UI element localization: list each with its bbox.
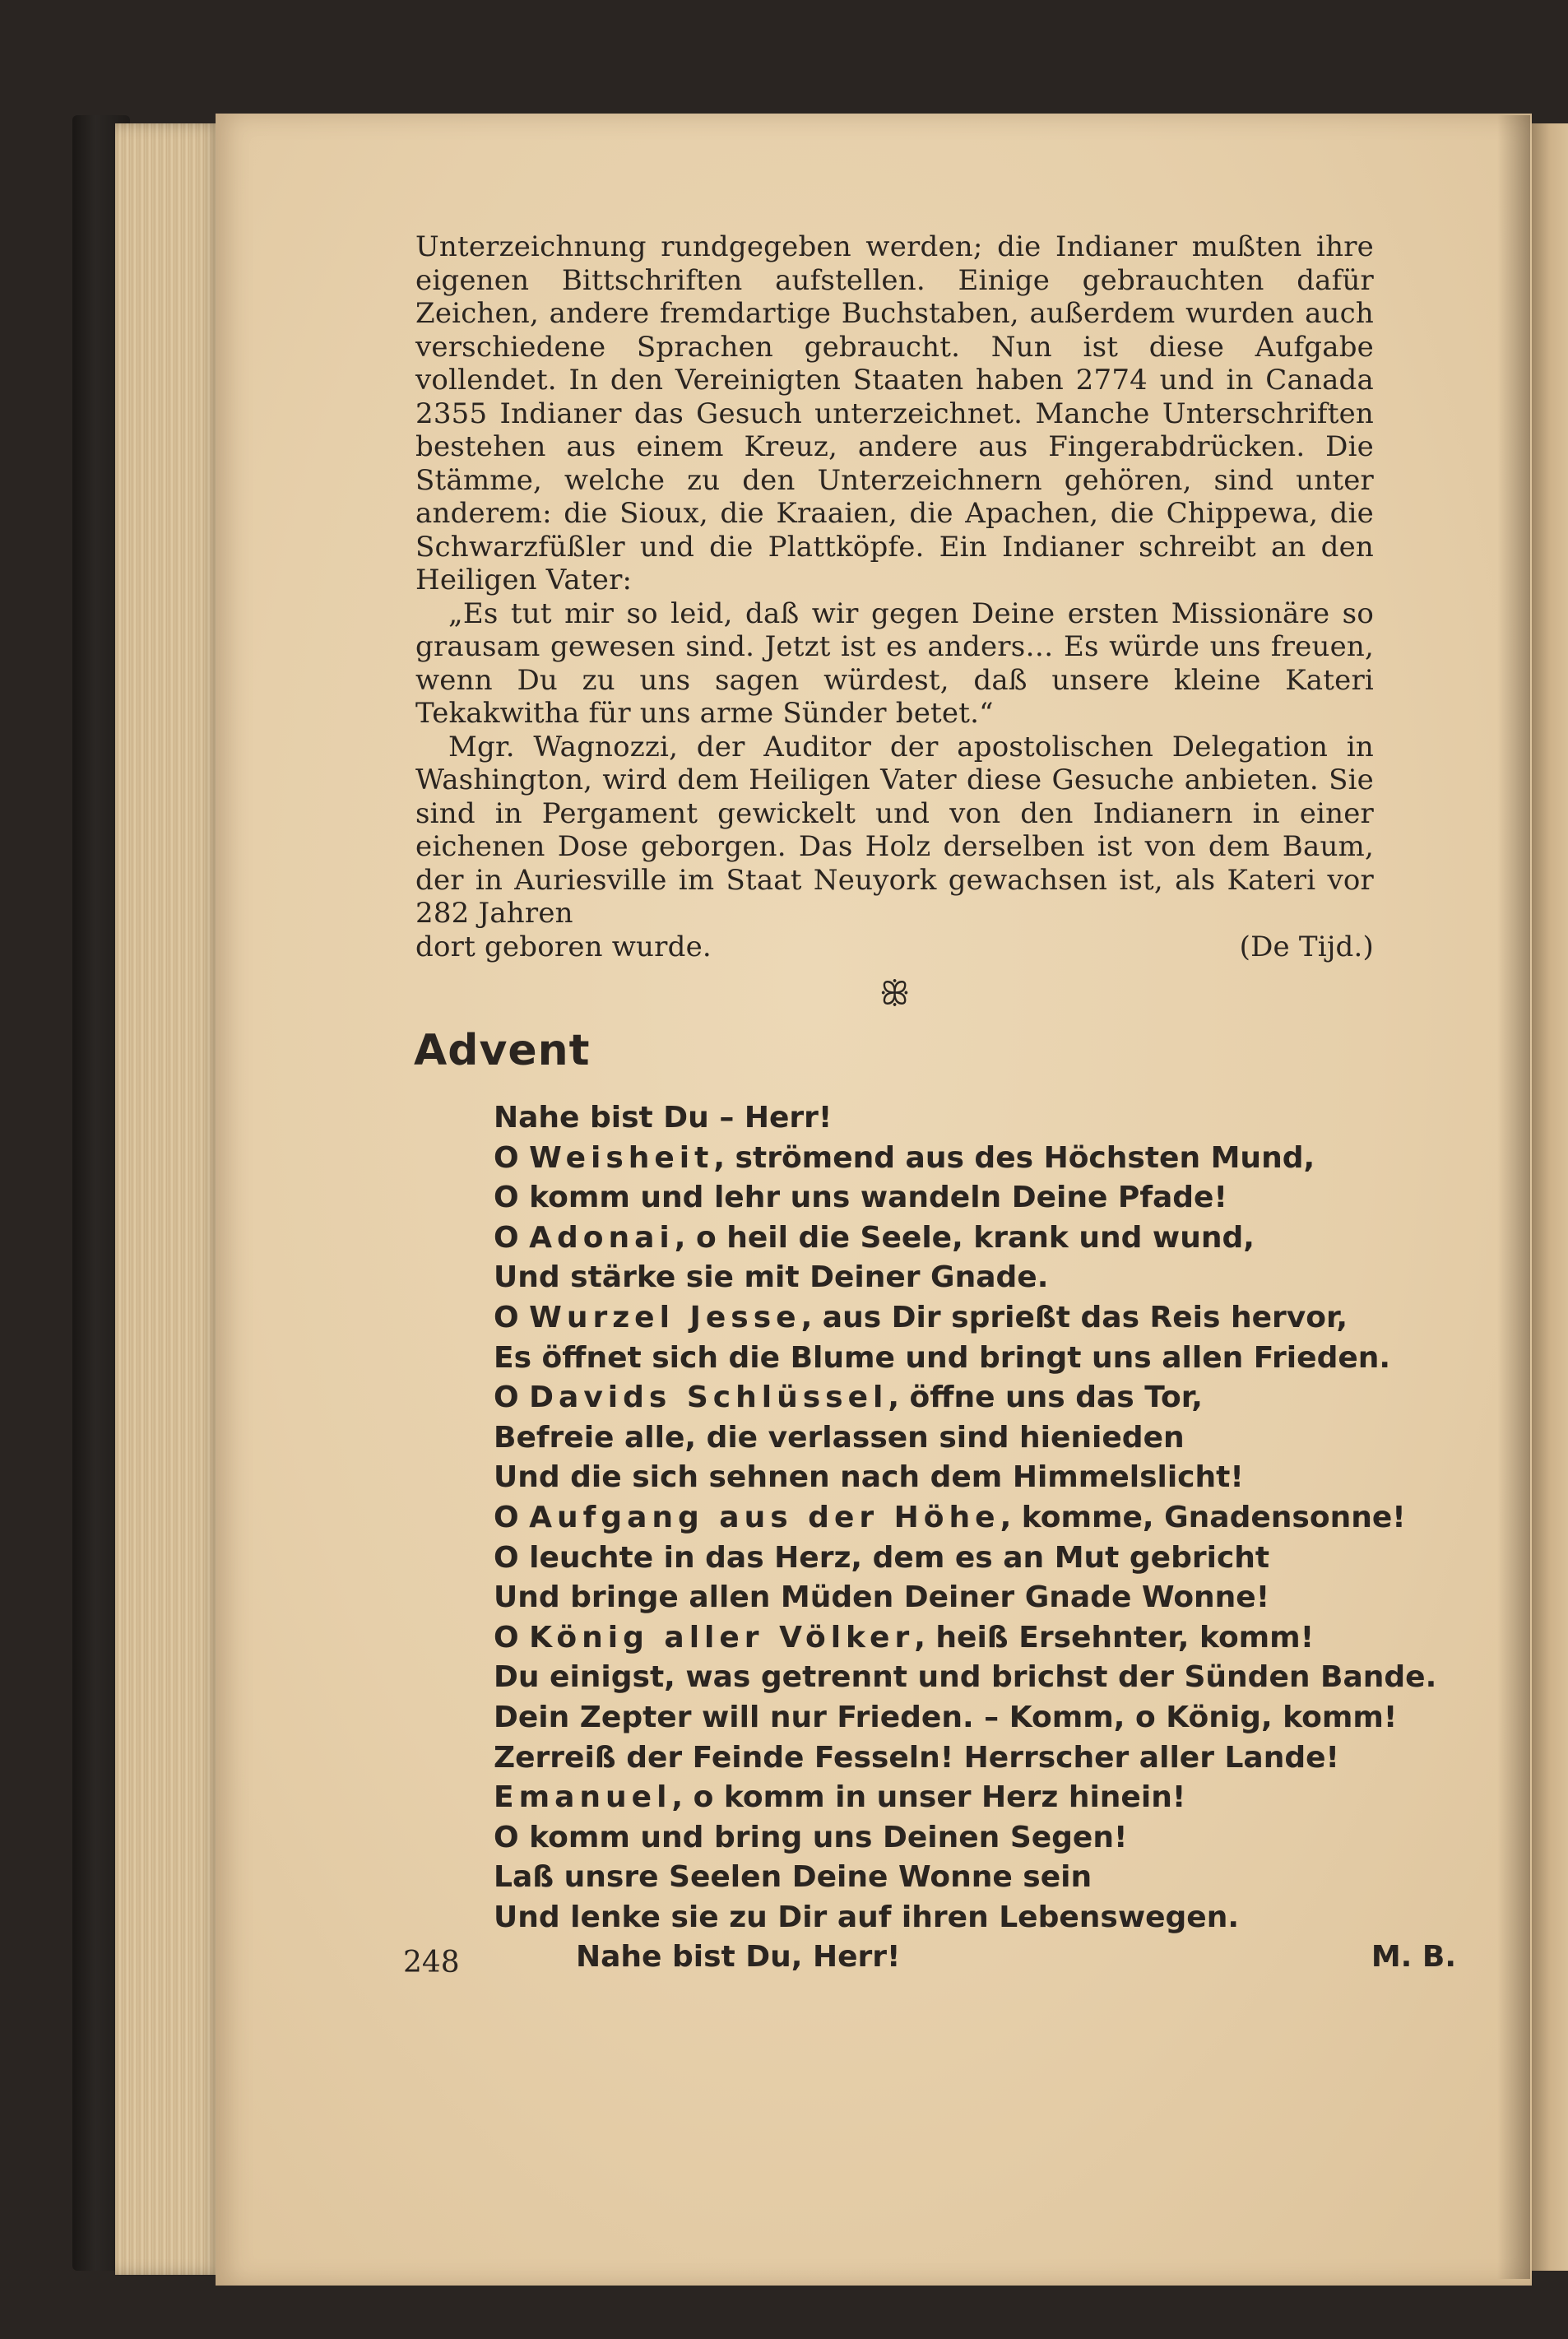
poem-line: Es öffnet sich die Blume und bringt uns allen Frieden. <box>494 1340 1391 1375</box>
poem-line: Befreie alle, die verlassen sind hienieden <box>494 1420 1185 1455</box>
poem-line: Dein Zepter will nur Frieden. – Komm, o König, komm! <box>494 1700 1398 1734</box>
paragraph-petition: Unterzeichnung rundgegeben werden; die Indianer mußten ihre eigenen Bittschriften aufstellen. Einige gebrauchten dafür Zeichen, andere fremdartige Buchstaben, außerdem wurden auch verschiedene Sprachen gebraucht. Nun ist diese Aufgabe vollendet. In den Vereinigten Staaten haben 2774 und in Canada 2355 Indianer das Gesuch unterzeichnet. Manche Unterschriften bestehen aus einem Kreuz, andere aus Fingerabdrücken. Die Stämme, welche zu den Unterzeichnern gehören, sind unter anderem: die Sioux, die Kraaien, die Apachen, die Chippewa, die Schwarzfüßler und die Plattköpfe. Ein Indianer schreibt an den Heiligen Vater: <box>415 230 1374 596</box>
poem-line: Und lenke sie zu Dir auf ihren Lebenswegen. <box>494 1900 1239 1934</box>
poem-line: O leuchte in das Herz, dem es an Mut gebricht <box>494 1540 1270 1575</box>
poem-line: O Weisheit, strömend aus des Höchsten Mund, <box>494 1140 1315 1175</box>
poem-line: Nahe bist Du – Herr! <box>494 1101 833 1135</box>
ornament-divider: ꕥ <box>879 975 911 1013</box>
poem-line-final <box>494 1938 1456 1978</box>
poem-line: Und bringe allen Müden Deiner Gnade Wonne! <box>494 1580 1270 1615</box>
poem-line: O Davids Schlüssel, öffne uns das Tor, <box>494 1381 1203 1415</box>
poem-line: Du einigst, was getrennt und brichst der Sünden Bande. <box>494 1660 1437 1695</box>
poem-line: O Adonai, o heil die Seele, krank und wund, <box>494 1220 1255 1255</box>
poem-line: O komm und lehr uns wandeln Deine Pfade! <box>494 1181 1227 1215</box>
page-edges <box>115 123 222 2275</box>
article-continuation <box>415 230 1374 963</box>
source-citation: (De Tijd.) <box>1239 930 1374 963</box>
page-text <box>414 230 1456 1978</box>
gutter-shadow <box>1497 115 1530 2279</box>
poem-line: Laß unsre Seelen Deine Wonne sein <box>494 1860 1092 1895</box>
poem-line: Und stärke sie mit Deiner Gnade. <box>494 1260 1049 1295</box>
poem-signature: M. B. <box>1371 1940 1456 1975</box>
source-line <box>415 930 1374 964</box>
paragraph-indian-letter: „Es tut mir so leid, daß wir gegen Deine ersten Missionäre so grausam gewesen sind. Jetzt ist es anders… Es würde uns freuen, wenn Du zu uns sagen würdest, daß unsere kleine Kateri Tekakwitha für uns arme Sünder betet.“ <box>415 596 1374 730</box>
poem-line: O Wurzel Jesse, aus Dir sprießt das Reis hervor, <box>494 1300 1348 1334</box>
poem-line: Und die sich sehnen nach dem Himmelslicht! <box>494 1460 1244 1495</box>
poem <box>415 1098 1456 1978</box>
poem-title: Advent <box>414 1026 591 1075</box>
poem-line: Emanuel, o komm in unser Herz hinein! <box>494 1780 1186 1815</box>
poem-line: O komm und bring uns Deinen Segen! <box>494 1820 1128 1854</box>
poem-line: O König aller Völker, heiß Ersehnter, komm! <box>494 1620 1315 1654</box>
poem-refrain: Nahe bist Du, Herr! <box>576 1940 901 1975</box>
page-number: 248 <box>403 1946 460 1979</box>
poem-line: O Aufgang aus der Höhe, komme, Gnadensonne! <box>494 1500 1406 1534</box>
paragraph-delegation: Mgr. Wagnozzi, der Auditor der apostolischen Delegation in Washington, wird dem Heiligen Vater diese Gesuche anbieten. Sie sind in Pergament gewickelt und von den Indianern in einer eichenen Dose geborgen. Das Holz derselben ist von dem Baum, der in Auriesville im Staat Neuyork gewachsen ist, als Kateri vor 282 Jahren <box>415 730 1374 930</box>
paragraph-closing: dort geboren wurde. <box>415 930 712 963</box>
poem-line: Zerreiß der Feinde Fesseln! Herrscher aller Lande! <box>494 1740 1339 1775</box>
